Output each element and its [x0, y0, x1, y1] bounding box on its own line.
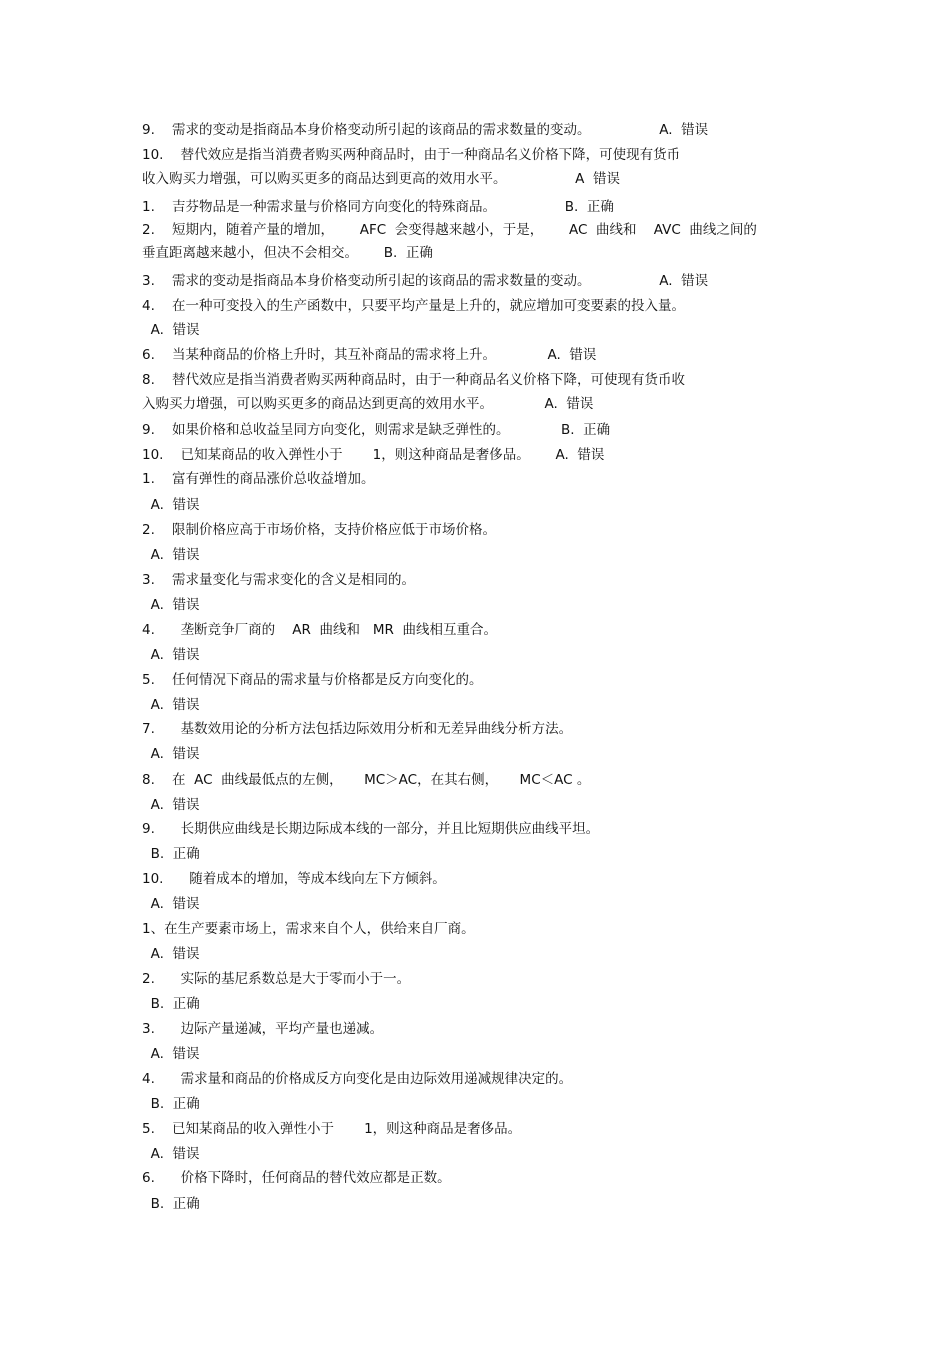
- text-line: A. 错误: [142, 547, 200, 563]
- text-line: 3. 边际产量递减，平均产量也递减。: [142, 1021, 384, 1037]
- text-line: 8. 替代效应是指当消费者购买两种商品时，由于一种商品名义价格下降，可使现有货币收: [142, 372, 686, 388]
- text-line: 1. 吉芬物品是一种需求量与价格同方向变化的特殊商品。 B. 正确: [142, 199, 614, 215]
- text-line: 2. 短期内，随着产量的增加， AFC 会变得越来越小，于是， AC 曲线和 AVC 曲线之间的: [142, 222, 757, 238]
- text-line: 垂直距离越来越小，但决不会相交。 B. 正确: [142, 245, 433, 261]
- text-line: A. 错误: [142, 1146, 200, 1162]
- text-line: 4. 垄断竞争厂商的 AR 曲线和 MR 曲线相互重合。: [142, 622, 497, 638]
- text-line: 10. 已知某商品的收入弹性小于 1，则这种商品是奢侈品。 A. 错误: [142, 447, 605, 463]
- text-line: A. 错误: [142, 647, 200, 663]
- text-line: 入购买力增强，可以购买更多的商品达到更高的效用水平。 A. 错误: [142, 396, 594, 412]
- text-line: 10. 随着成本的增加，等成本线向左下方倾斜。: [142, 871, 446, 887]
- text-line: A. 错误: [142, 946, 200, 962]
- text-line: 3. 需求量变化与需求变化的含义是相同的。: [142, 572, 416, 588]
- text-line: 2. 实际的基尼系数总是大于零而小于一。: [142, 971, 411, 987]
- text-line: B. 正确: [142, 1196, 200, 1212]
- text-line: A. 错误: [142, 797, 200, 813]
- text-line: 10. 替代效应是指当消费者购买两种商品时，由于一种商品名义价格下降，可使现有货币: [142, 147, 681, 163]
- text-line: 6. 当某种商品的价格上升时，其互补商品的需求将上升。 A. 错误: [142, 347, 597, 363]
- text-line: B. 正确: [142, 846, 200, 862]
- text-line: 4. 在一种可变投入的生产函数中，只要平均产量是上升的，就应增加可变要素的投入量。: [142, 298, 686, 314]
- text-line: A. 错误: [142, 497, 200, 513]
- text-line: 5. 任何情况下商品的需求量与价格都是反方向变化的。: [142, 672, 483, 688]
- text-line: A. 错误: [142, 746, 200, 762]
- text-line: A. 错误: [142, 1046, 200, 1062]
- text-line: 1. 富有弹性的商品涨价总收益增加。: [142, 471, 375, 487]
- text-line: A. 错误: [142, 896, 200, 912]
- text-line: A. 错误: [142, 597, 200, 613]
- text-line: 6. 价格下降时，任何商品的替代效应都是正数。: [142, 1170, 451, 1186]
- text-line: 5. 已知某商品的收入弹性小于 1，则这种商品是奢侈品。: [142, 1121, 522, 1137]
- text-line: 1、在生产要素市场上，需求来自个人，供给来自厂商。: [142, 921, 475, 937]
- text-line: 4. 需求量和商品的价格成反方向变化是由边际效用递减规律决定的。: [142, 1071, 573, 1087]
- text-line: A. 错误: [142, 322, 200, 338]
- text-line: 8. 在 AC 曲线最低点的左侧， MC＞AC，在其右侧， MC＜AC 。: [142, 772, 591, 788]
- text-line: 9. 需求的变动是指商品本身价格变动所引起的该商品的需求数量的变动。 A. 错误: [142, 122, 709, 138]
- text-line: 2. 限制价格应高于市场价格，支持价格应低于市场价格。: [142, 522, 497, 538]
- text-line: 9. 如果价格和总收益呈同方向变化，则需求是缺乏弹性的。 B. 正确: [142, 422, 611, 438]
- text-line: 3. 需求的变动是指商品本身价格变动所引起的该商品的需求数量的变动。 A. 错误: [142, 273, 709, 289]
- text-line: 9. 长期供应曲线是长期边际成本线的一部分，并且比短期供应曲线平坦。: [142, 821, 600, 837]
- text-line: B. 正确: [142, 996, 200, 1012]
- text-line: 收入购买力增强，可以购买更多的商品达到更高的效用水平。 A 错误: [142, 171, 620, 187]
- text-line: B. 正确: [142, 1096, 200, 1112]
- text-line: 7. 基数效用论的分析方法包括边际效用分析和无差异曲线分析方法。: [142, 721, 573, 737]
- text-line: A. 错误: [142, 697, 200, 713]
